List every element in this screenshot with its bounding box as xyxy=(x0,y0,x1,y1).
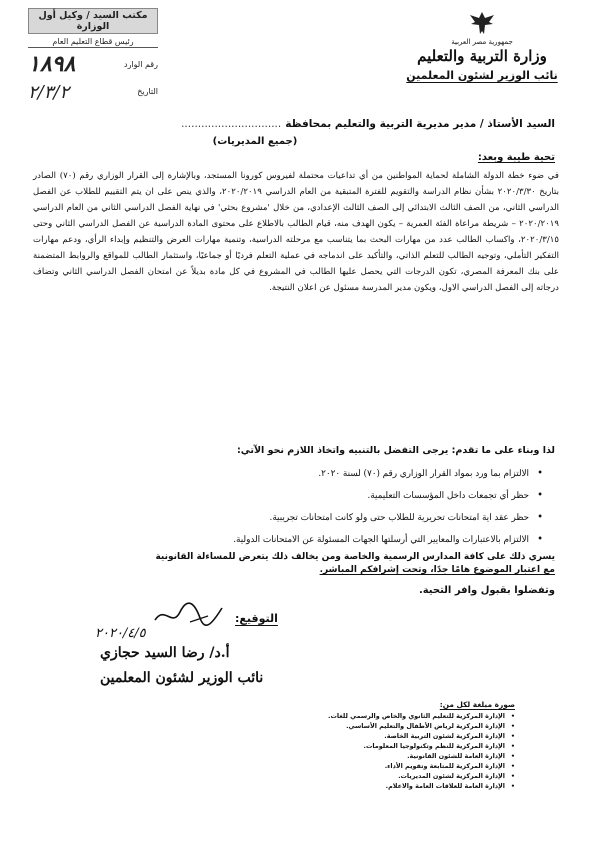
deputy-office: نائب الوزير لشئون المعلمين xyxy=(406,69,558,82)
stamp-date: ٢/٣/٢ xyxy=(28,82,70,103)
bullet-icon: • xyxy=(510,782,515,790)
stamp-date-label: التاريخ xyxy=(137,87,158,96)
addressee-dots: .............................. xyxy=(181,118,282,130)
list-item: • الإدارة المركزية للمتابعة وتقويم الأداء. xyxy=(384,762,515,770)
stamp-date-row xyxy=(28,80,158,103)
list-item: • الإدارة المركزية لشئون التربية الخاصة. xyxy=(384,732,515,740)
signatory-title: نائب الوزير لشئون المعلمين xyxy=(100,670,264,686)
bullet-icon: • xyxy=(510,732,515,740)
signatory-name: أ.د/ رضا السيد حجازي xyxy=(100,645,230,661)
instructions-title: لذا وبناء على ما تقدم: يرجى التفضل بالتنبيه واتخاذ اللازم نحو الآتي: xyxy=(237,445,555,456)
list-item: • حظر عقد اية امتحانات تحريرية للطلاب حتى ولو كانت امتحانات تجريبية. xyxy=(73,507,543,529)
stamp-sector: رئيس قطاع التعليم العام xyxy=(28,37,158,48)
list-item: • الالتزام بما ورد بمواد القرار الوزاري رقم (٧٠) لسنة ٢٠٢٠. xyxy=(73,463,543,485)
ministry-header xyxy=(387,10,577,82)
list-item: • الإدارة المركزية للتعليم الثانوي والخاص والرسمي للغات. xyxy=(328,712,515,720)
handwritten-date: ٢٠٢٠/٤/٥ xyxy=(95,626,146,641)
bullet-icon: • xyxy=(510,752,515,760)
greeting: تحية طيبة وبعد: xyxy=(477,152,555,163)
closing-line: وتفضلوا بقبول وافر التحية. xyxy=(418,585,555,596)
stamp-number-row xyxy=(28,51,158,77)
bullet-icon: • xyxy=(537,490,543,501)
stamp-number: ١٨٩٨ xyxy=(28,51,76,77)
bullet-icon: • xyxy=(510,762,515,770)
bullet-icon: • xyxy=(510,742,515,750)
bullet-icon: • xyxy=(510,772,515,780)
list-item: • الإدارة المركزية لشئون المديريات. xyxy=(398,772,515,780)
list-item: • الإدارة العامة للعلاقات العامة والاعلام. xyxy=(385,782,515,790)
bullet-icon: • xyxy=(510,722,515,730)
stamp-number-label: رقم الوارد xyxy=(124,59,158,69)
signature-label: التوقيع: xyxy=(235,612,278,625)
list-item: • الالتزام بالاعتبارات والمعايير التي أرسلتها الجهات المسئولة عن الامتحانات الدولية. xyxy=(73,529,543,551)
list-item: • الإدارة العامة للشئون القانونية. xyxy=(407,752,515,760)
list-item: • حظر أي تجمعات داخل المؤسسات التعليمية. xyxy=(73,485,543,507)
applies-note: يسري ذلك على كافة المدارس الرسمية والخاصة ومن يخالف ذلك يتعرض للمساءلة القانونية xyxy=(155,552,555,562)
importance-note: مع اعتبار الموضوع هامًا جدًا، وتحت إشرافكم المباشر. xyxy=(319,565,555,575)
registry-stamp xyxy=(28,8,158,112)
list-item: • الإدارة المركزية لرياض الأطفال والتعليم الأساسي. xyxy=(346,722,515,730)
body-paragraph: في ضوء خطة الدولة الشاملة لحماية المواطنين من أي تداعيات محتملة لفيروس كورونا المستجد، وبالإشارة إلى القرار الوزاري رقم (٧٠) الصادر بتاريخ ٢٠٢٠/٣/٣٠ بشأن نظام الدراسة والتقويم للفترة المتبقية من العام الدراسي ٢٠٢٠/٢٠١٩، والذي ينص على ان يتم التقييم للطلاب عن الفصل الدراسي الثاني، من الصف الثالث الابتدائي إلى الصف الثالث الإعدادي، من خلال 'مشروع بحثي' في نهاية الفصل الدراسي الثاني من العام الدراسي ٢٠٢٠/٢٠١٩ – شريطة مراعاة الفئة العمرية – يكون الهدف منه، قيام الطالب بالاطلاع على محتوى المادة الدراسية عن الفصل الدراسي الثاني وحتى ٢٠٢٠/٣/١٥، واكساب الطالب عدد من مهارات البحث بما يتناسب مع مرحلته الدراسية، وتنمية مهارات العرض والتنظيم وإبداء الرأي، ودعم مهارات التفكير التأملي، وتوجيه الطالب للتعلم الذاتي، والتأكيد على اندماجه في عملية التعلم فرديًا أو جماعيًا، واستثمار الطالب للمواقع والروابط المتضمنة على بنك المعرفة المصري، تكون الدرجات التي يحصل عليها الطالب في المشروع في كل مادة بديلاً عن امتحان الفصل الدراسي الثاني وتضاف درجاته إلى الفصل الدراسي الاول، ويكون مدير المدرسة مسئول عن اعلان النتيجة. xyxy=(33,171,560,293)
bullet-icon: • xyxy=(537,512,543,523)
handwritten-signature xyxy=(150,600,230,630)
addressee-line: السيد الأستاذ / مدير مديرية التربية والتعليم بمحافظة xyxy=(285,118,555,130)
bullet-icon: • xyxy=(537,534,543,545)
copies-title: صورة مبلغة لكل من: xyxy=(439,700,515,709)
instructions-list xyxy=(73,463,543,551)
eagle-emblem-icon xyxy=(467,10,497,36)
stamp-office: مكتب السيد / وكيل أول الوزارة xyxy=(28,8,158,34)
bullet-icon: • xyxy=(537,468,543,479)
all-directorates: (جميع المديريات) xyxy=(212,136,298,147)
list-item: • الإدارة المركزية للنظم وتكنولوجيا المعلومات. xyxy=(363,742,515,750)
copies-list xyxy=(215,700,515,791)
ministry-name: وزارة التربية والتعليم xyxy=(417,47,547,65)
addressee xyxy=(35,118,555,130)
bullet-icon: • xyxy=(510,712,515,720)
country-name: جمهورية مصر العربية xyxy=(451,38,513,46)
